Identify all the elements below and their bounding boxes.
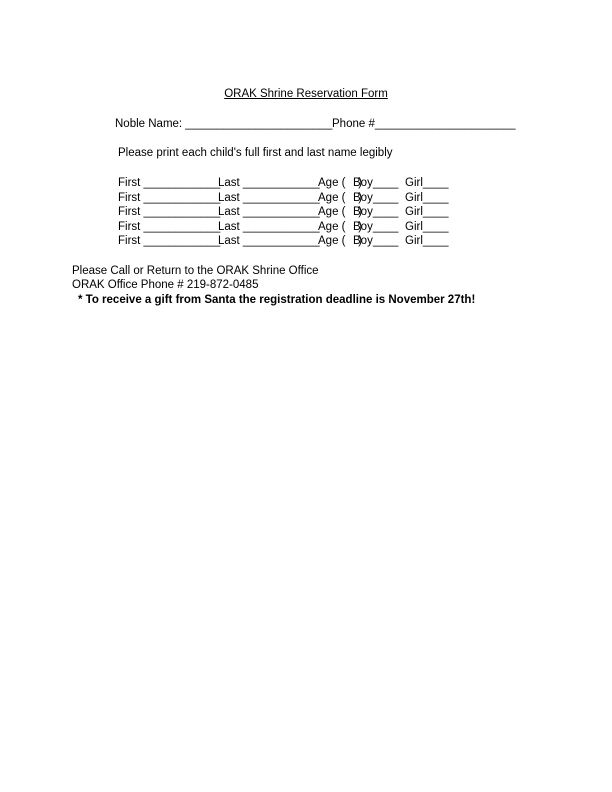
last-name-field: Last ____________ xyxy=(218,220,320,233)
office-return-text: Please Call or Return to the ORAK Shrine Office xyxy=(72,265,319,277)
boy-field: Boy____ xyxy=(353,191,399,204)
age-field: Age ( ) xyxy=(318,235,363,248)
last-name-field: Last ____________ xyxy=(218,177,320,189)
instruction-text: Please print each child's full first and last name legibly xyxy=(118,147,393,159)
boy-field: Boy____ xyxy=(353,206,399,219)
girl-field: Girl____ xyxy=(405,220,449,233)
office-phone-text: ORAK Office Phone # 219-872-0485 xyxy=(72,279,259,291)
first-name-field: First ____________ xyxy=(118,191,221,204)
last-name-field: Last ____________ xyxy=(218,191,320,204)
form-title: ORAK Shrine Reservation Form xyxy=(224,88,388,100)
child-row xyxy=(118,220,449,235)
age-field: Age ( ) xyxy=(318,191,363,204)
first-name-field: First ____________ xyxy=(118,177,221,189)
age-field: Age ( ) xyxy=(318,206,363,219)
boy-field: Boy____ xyxy=(353,235,399,248)
boy-field: Boy____ xyxy=(353,220,399,233)
deadline-notice: * To receive a gift from Santa the registration deadline is November 27th! xyxy=(78,294,476,306)
child-row xyxy=(118,191,449,206)
age-field: Age ( ) xyxy=(318,177,363,189)
first-name-field: First ____________ xyxy=(118,220,221,233)
girl-field: Girl____ xyxy=(405,235,449,248)
girl-field: Girl____ xyxy=(405,206,449,219)
first-name-field: First ____________ xyxy=(118,235,221,248)
last-name-field: Last ____________ xyxy=(218,235,320,248)
first-name-field: First ____________ xyxy=(118,206,221,219)
age-field: Age ( ) xyxy=(318,220,363,233)
child-row xyxy=(118,176,449,191)
child-row xyxy=(118,234,449,249)
boy-field: Boy____ xyxy=(353,177,399,189)
phone-field: Phone #______________________ xyxy=(332,118,516,130)
child-row xyxy=(118,205,449,220)
child-entry-list xyxy=(118,176,449,249)
girl-field: Girl____ xyxy=(405,177,449,189)
last-name-field: Last ____________ xyxy=(218,206,320,219)
girl-field: Girl____ xyxy=(405,191,449,204)
noble-name-field: Noble Name: _______________________ xyxy=(115,118,333,130)
